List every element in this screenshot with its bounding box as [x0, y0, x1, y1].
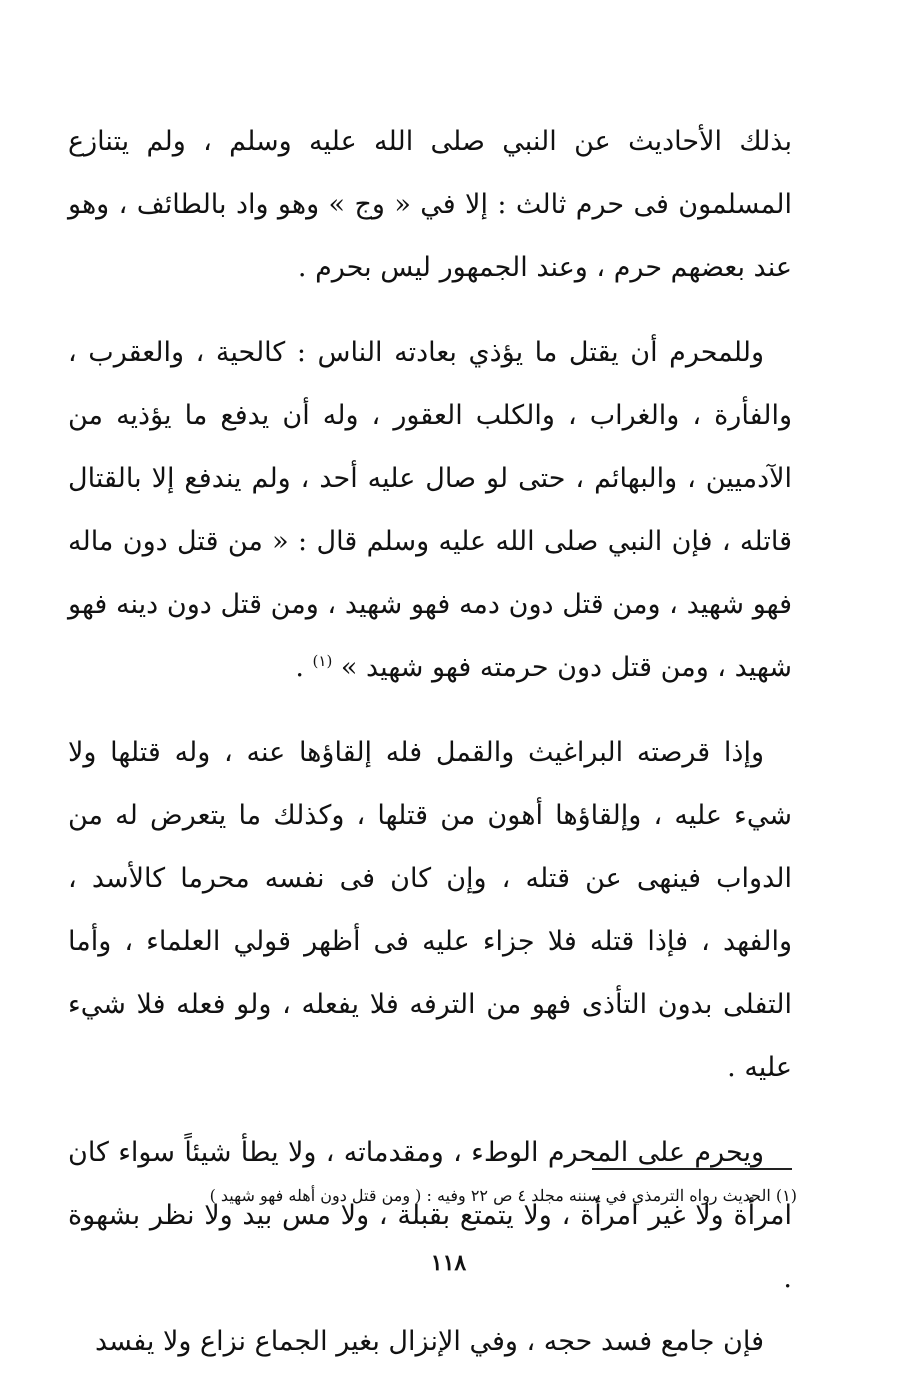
paragraph-2: وللمحرم أن يقتل ما يؤذي بعادته الناس : كالحية ، والعقرب ، والفأرة ، والغراب ، والكلب العقور ، وله أن يدفع ما يؤذيه من الآدميين ، والبهائم ، حتى لو صال عليه أحد ، ولم يندفع إلا بالقتال قاتله ، فإن النبي صلى الله عليه وسلم قال : « من قتل دون ماله فهو شهيد ، ومن قتل دون دمه فهو شهيد ، ومن قتل دون دينه فهو شهيد ، ومن قتل دون حرمته فهو شهيد » $^{(١)}$ . — [68, 337, 792, 683]
paragraph-2-text: وللمحرم أن يقتل ما يؤذي بعادته الناس : كالحية ، والعقرب ، والفأرة ، والغراب ، والكلب العقور ، وله أن يدفع ما يؤذيه من الآدميين ، والبهائم ، حتى لو صال عليه أحد ، ولم يندفع إلا بالقتال قاتله ، فإن النبي صلى الله عليه وسلم قال : « من قتل دون ماله فهو شهيد ، ومن قتل دون دمه فهو شهيد ، ومن قتل دون دينه فهو شهيد ، ومن قتل دون حرمته فهو شهيد » — [68, 337, 792, 683]
page-number: ١١٨ — [430, 1250, 467, 1276]
paragraph-3: وإذا قرصته البراغيث والقمل فله إلقاؤها عنه ، وله قتلها ولا شيء عليه ، وإلقاؤها أهون من قتلها ، وكذلك ما يتعرض له من الدواب فينهى عن قتله ، وإن كان فى نفسه محرما كالأسد ، والفهد ، فإذا قتله فلا جزاء عليه فى أظهر قولي العلماء ، وأما التفلى بدون التأذى فهو من الترفه فلا يفعله ، ولو فعله فلا شيء عليه . — [68, 737, 792, 1083]
paragraph-5: فإن جامع فسد حجه ، وفي الإنزال بغير الجماع نزاع ولا يفسد — [94, 1326, 764, 1357]
footnote: (١) الحديث رواه الترمذي في سننه مجلد ٤ ص ٢٢ وفيه : ( ومن قتل دون أهله فهو شهيد ) — [209, 1186, 797, 1205]
footnote-marker: (١) — [312, 652, 333, 670]
paragraph-4: ويحرم على المحرم الوطء ، ومقدماته ، ولا يطأ شيئاً سواء كان امرأة ولا غير امرأة ، ولا يتمتع بقبلة ، ولا مس بيد ولا نظر بشهوة . — [68, 1137, 792, 1294]
paragraph-1: بذلك الأحاديث عن النبي صلى الله عليه وسلم ، ولم يتنازع المسلمون فى حرم ثالث : إلا في « وج » وهو واد بالطائف ، وهو عند بعضهم حرم ، وعند الجمهور ليس بحرم . — [68, 126, 792, 283]
footnote-divider — [592, 1168, 792, 1170]
